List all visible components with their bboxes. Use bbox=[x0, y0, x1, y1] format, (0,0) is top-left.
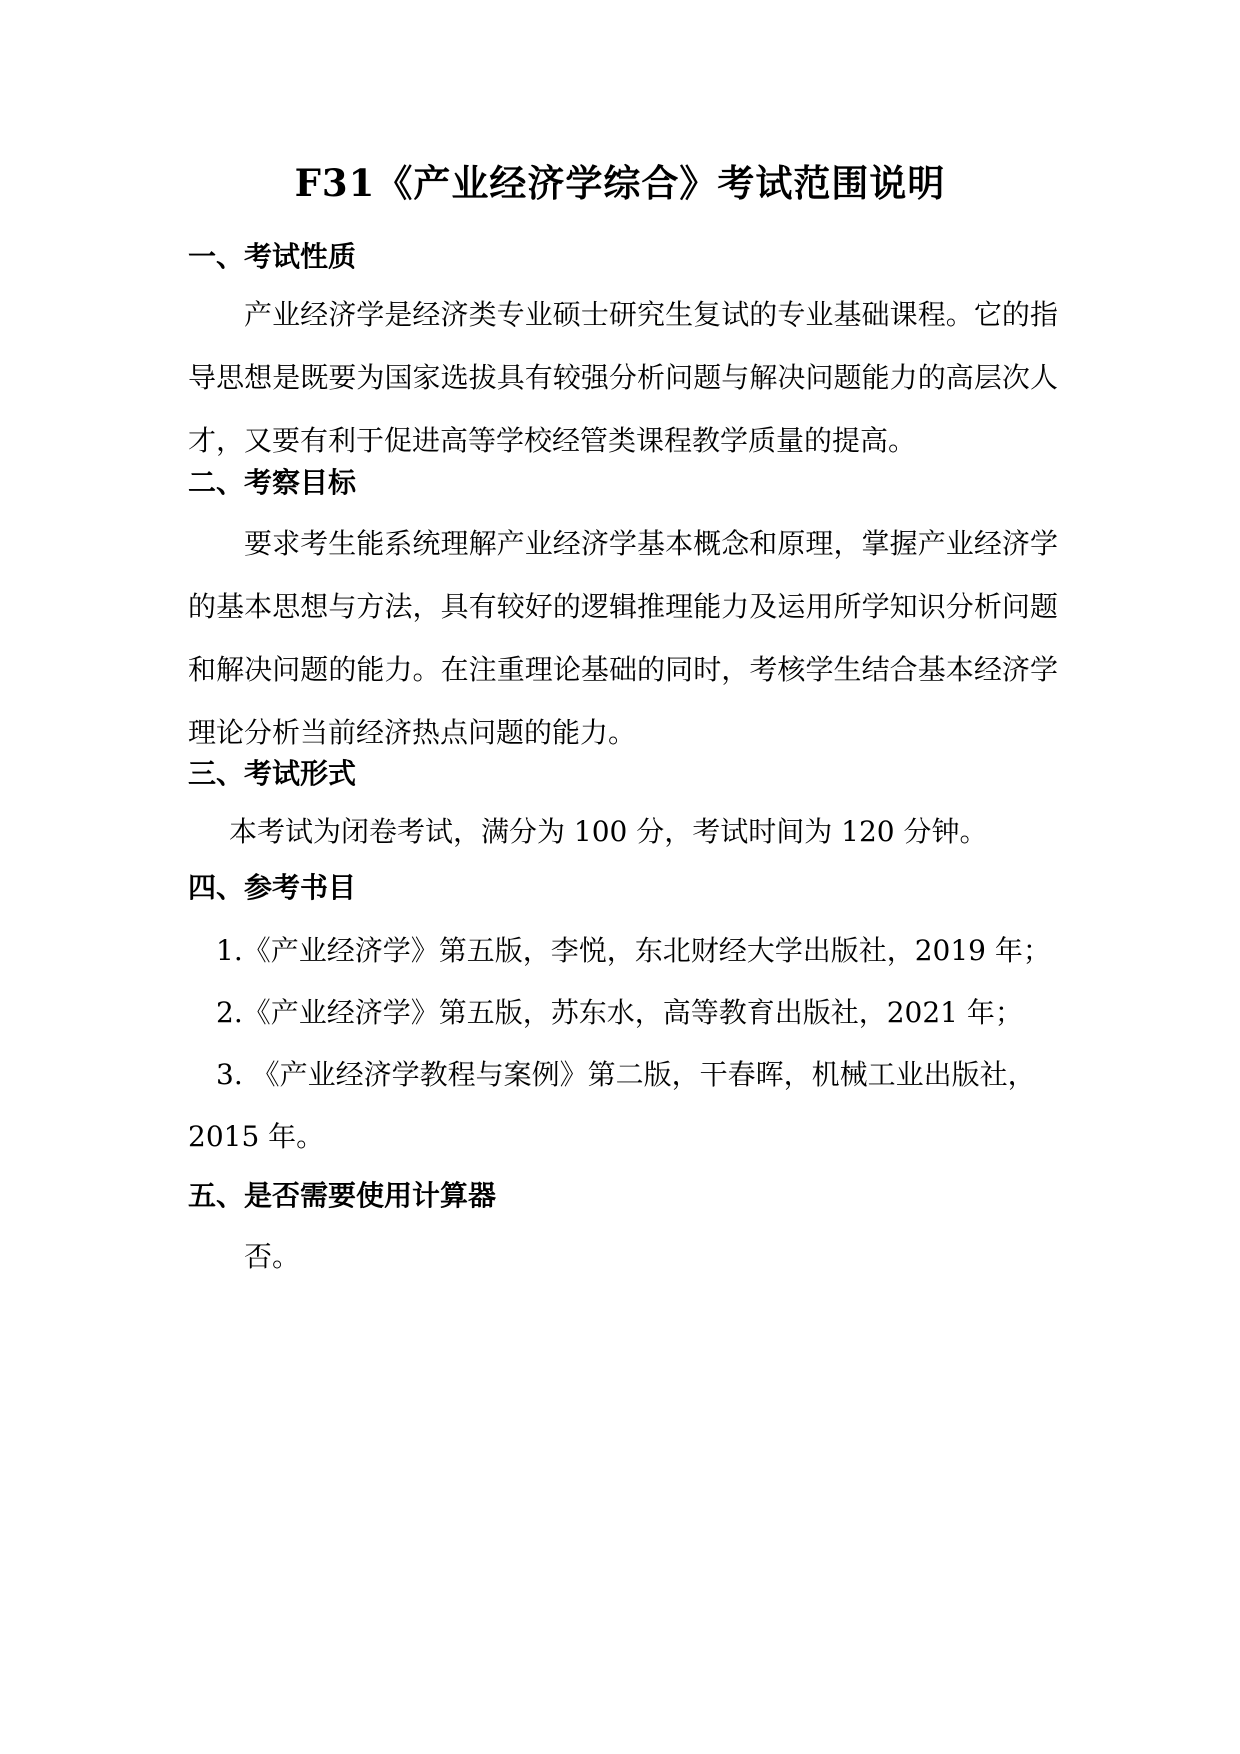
section-body-calculator: 否。 bbox=[244, 1240, 301, 1273]
document-title: F31《产业经济学综合》考试范围说明 bbox=[294, 161, 946, 205]
reference-item-continuation: 2015 年。 bbox=[188, 1120, 325, 1153]
reference-item: 2.《产业经济学》第五版，苏东水，高等教育出版社，2021 年； bbox=[216, 996, 1023, 1029]
section-body-objective: 要求考生能系统理解产业经济学基本概念和原理，掌握产业经济学的基本思想与方法，具有较好的逻辑推理能力及运用所学知识分析问题和解决问题的能力。在注重理论基础的同时，考核学生结合基本经济学理论分析当前经济热点问题的能力。 bbox=[188, 527, 1058, 749]
section-heading-nature: 一、考试性质 bbox=[188, 240, 357, 273]
section-body-format: 本考试为闭卷考试，满分为 100 分，考试时间为 120 分钟。 bbox=[229, 815, 988, 848]
section-body-nature: 产业经济学是经济类专业硕士研究生复试的专业基础课程。它的指导思想是既要为国家选拔具有较强分析问题与解决问题能力的高层次人才，又要有利于促进高等学校经管类课程教学质量的提高。 bbox=[188, 298, 1058, 457]
reference-item: 1.《产业经济学》第五版，李悦，东北财经大学出版社，2019 年； bbox=[216, 934, 1051, 967]
section-heading-references: 四、参考书目 bbox=[188, 871, 357, 904]
section-heading-calculator: 五、是否需要使用计算器 bbox=[188, 1179, 497, 1212]
section-heading-format: 三、考试形式 bbox=[188, 757, 357, 790]
reference-item: 3. 《产业经济学教程与案例》第二版，干春晖，机械工业出版社， bbox=[216, 1058, 1036, 1091]
section-heading-objective: 二、考察目标 bbox=[188, 466, 357, 499]
